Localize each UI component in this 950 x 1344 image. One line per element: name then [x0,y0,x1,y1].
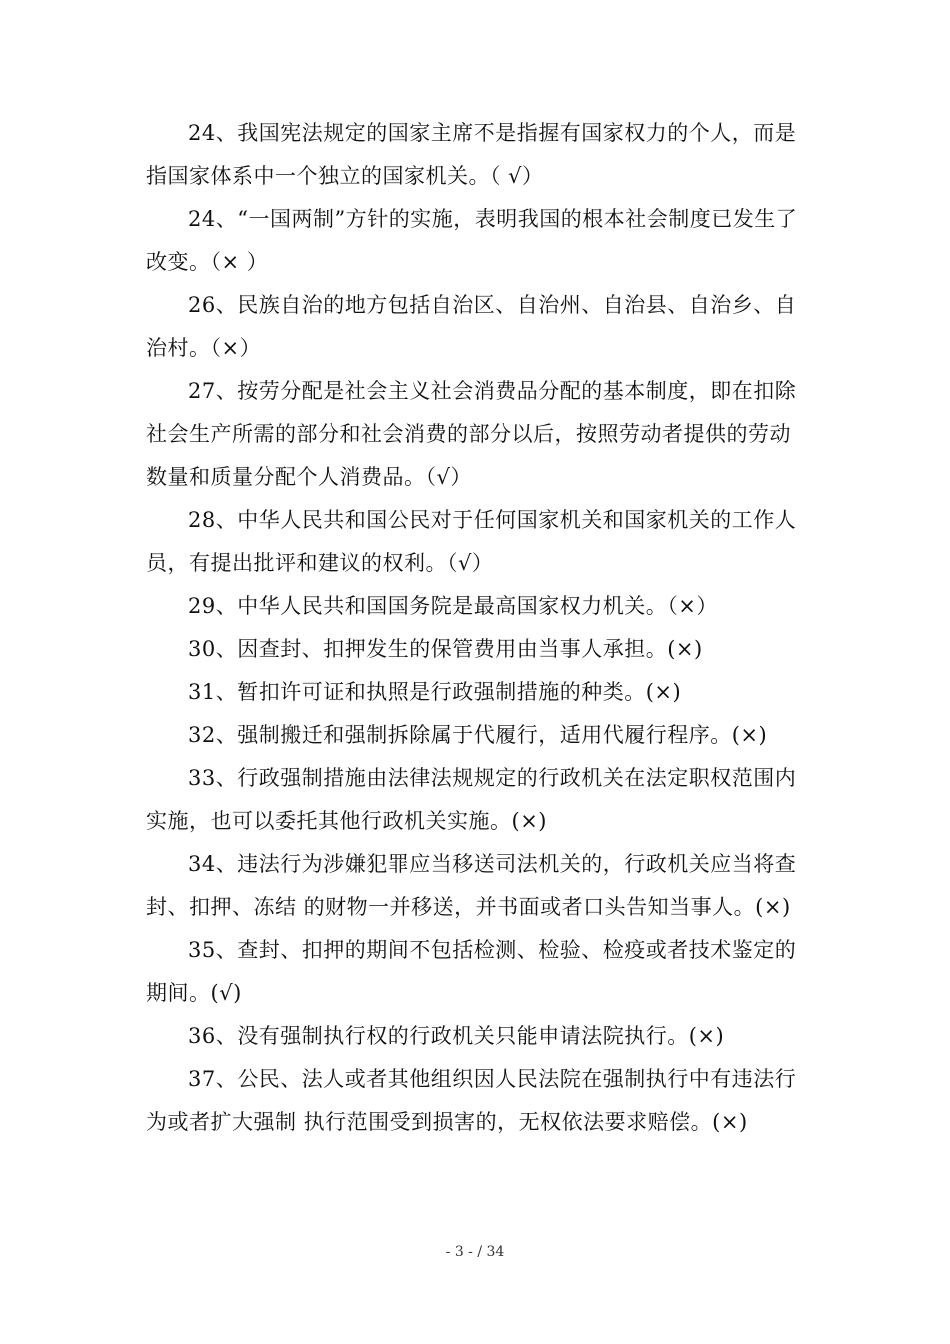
list-item: 33、行政强制措施由法律法规规定的行政机关在法定职权范围内实施，也可以委托其他行政机关实施。(×) [146,766,797,833]
list-item: 37、公民、法人或者其他组织因人民法院在强制执行中有违法行为或者扩大强制 执行范围受到损害的，无权依法要求赔偿。(×) [146,1067,797,1134]
list-item: 27、按劳分配是社会主义社会消费品分配的基本制度，即在扣除社会生产所需的部分和社会消费的部分以后，按照劳动者提供的劳动数量和质量分配个人消费品。（√） [146,379,797,489]
page-number: - 3 - / 34 [445,1244,505,1260]
list-item: 35、查封、扣押的期间不包括检测、检验、检疫或者技术鉴定的期间。(√) [146,938,797,1005]
list-item: 26、民族自治的地方包括自治区、自治州、自治县、自治乡、自治村。（×） [146,293,797,360]
list-item: 24、我国宪法规定的国家主席不是指握有国家权力的个人，而是指国家体系中一个独立的国家机关。（ √） [146,121,797,188]
list-item: 32、强制搬迁和强制拆除属于代履行，适用代履行程序。(×) [188,723,768,747]
list-item: 31、暂扣许可证和执照是行政强制措施的种类。(×) [188,680,682,704]
list-item: 24、“一国两制”方针的实施，表明我国的根本社会制度已发生了改变。（× ） [146,207,798,274]
list-item: 34、违法行为涉嫌犯罪应当移送司法机关的，行政机关应当将查封、扣押、冻结 的财物一并移送，并书面或者口头告知当事人。(×) [146,852,797,919]
question-list [146,112,810,1144]
list-item: 30、因查封、扣押发生的保管费用由当事人承担。(×) [188,637,703,661]
list-item: 29、中华人民共和国国务院是最高国家权力机关。（×） [188,594,718,618]
list-item: 28、中华人民共和国公民对于任何国家机关和国家机关的工作人员，有提出批评和建议的权利。（√） [146,508,797,575]
list-item: 36、没有强制执行权的行政机关只能申请法院执行。(×) [188,1024,725,1048]
